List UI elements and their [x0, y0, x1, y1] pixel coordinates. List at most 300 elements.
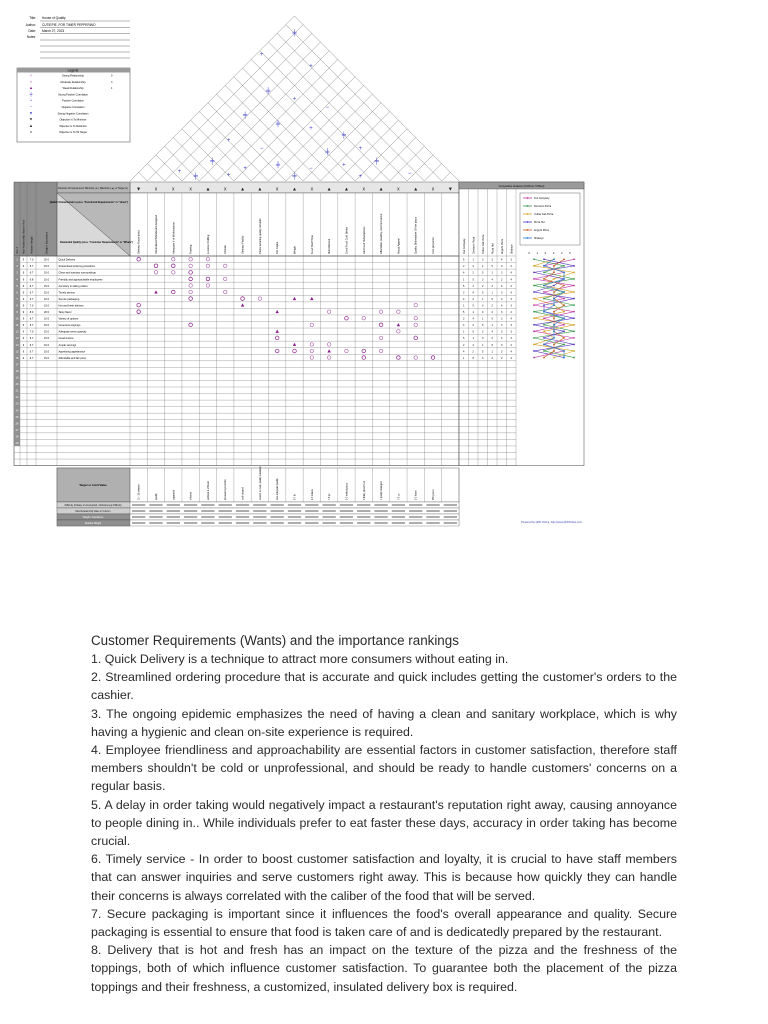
strong-relationship	[431, 356, 435, 360]
competitor-rating: 2	[472, 297, 474, 301]
competitor-point	[563, 304, 565, 306]
competitor-column: Domino's Pizza	[472, 236, 476, 254]
moderate-relationship	[206, 284, 210, 288]
footer-value-mark	[444, 510, 457, 512]
competitor-point	[533, 304, 535, 306]
competitor-rating: 5	[491, 343, 493, 347]
competitor-rating: 2	[491, 337, 493, 341]
max-relationship: 9	[22, 337, 25, 341]
target-value: 7-8 pz.	[329, 492, 332, 500]
competitor-rating: 1	[472, 284, 474, 288]
correlation-symbol: +	[292, 96, 297, 103]
competitor-point	[553, 344, 555, 346]
moderate-relationship	[327, 356, 331, 360]
competitor-rating: 2	[463, 265, 465, 269]
legend-symbol: ▼	[29, 110, 33, 116]
footer-value-mark	[340, 504, 353, 506]
strong-relationship	[275, 349, 279, 353]
weight: 10.0	[43, 271, 50, 275]
competitor-rating: 1	[482, 343, 484, 347]
demanded-quality: Tasty flavor	[58, 311, 72, 314]
roof-gridline	[139, 172, 148, 181]
competitor-rating: 4	[463, 350, 465, 354]
row-number: 28	[15, 434, 19, 439]
direction-mark: x	[172, 186, 175, 193]
footer-value-mark	[357, 510, 370, 512]
moderate-relationship	[327, 343, 331, 347]
competitor-rating: 1	[482, 297, 484, 301]
footer-row-label: Difficulty (0=Easy to Accomplish, 10=Extremely Difficult)	[64, 505, 122, 508]
competitor-rating: 2	[482, 330, 484, 334]
roof-gridline	[165, 33, 312, 181]
correlation-symbol: −	[407, 170, 412, 177]
competitor-point	[533, 350, 535, 352]
footer-value-mark	[149, 510, 162, 512]
row-number: 21	[15, 388, 19, 393]
competitor-point	[553, 285, 555, 287]
direction-label: Direction of Improvement: Minimize (▼), Maximize (▲), or Target (x)	[58, 187, 128, 190]
weight: 15.0	[43, 304, 50, 308]
competitor-rating: 1	[472, 337, 474, 341]
strong-relationship	[189, 271, 193, 275]
competitor-rating: 5	[472, 356, 474, 360]
target-value: organized	[173, 489, 176, 500]
footer-value-mark	[357, 516, 370, 518]
requirements-heading: Customer Requirements (Wants) and the importance rankings	[91, 633, 459, 648]
footer-value-mark	[374, 522, 387, 524]
rating-scale: 0 1 2 3 4 5	[528, 252, 574, 255]
competitor-legend	[520, 193, 580, 245]
competitor-rating: 3	[501, 343, 503, 347]
competitor-rating: 2	[501, 278, 503, 282]
footer-row-label: Max Relationship Value in Column	[75, 511, 111, 514]
weight: 10.0	[43, 278, 50, 282]
left-header: Row #	[16, 246, 19, 254]
correlation-symbol: +	[358, 174, 363, 181]
target-value: 10 - 20 minutes	[138, 484, 141, 500]
roof-gridline	[269, 85, 364, 181]
competitor-rating: 3	[501, 291, 503, 295]
strong-relationship	[189, 297, 193, 301]
relative-weight: 6.7	[29, 297, 34, 301]
moderate-relationship	[310, 323, 314, 327]
moderate-relationship	[223, 290, 227, 294]
competitor-rating: 4	[472, 291, 474, 295]
roof-gridline	[234, 68, 347, 181]
footer-value-mark	[184, 516, 197, 518]
moderate-relationship	[414, 323, 418, 327]
legend-label: Moderate Relationship	[60, 80, 86, 84]
requirement-2: 2. Streamlined ordering procedure that is accurate and quick includes getting the customer's orders to the cashier.	[91, 670, 677, 703]
requirement-7: 7. Secure packaging is important since it influences the food's overall appearance and quality. Secure packaging is essential to ensure that food is taken care of and is dedicatedly prepared by the restaurant.	[91, 906, 677, 940]
competitor-rating: 5	[463, 284, 465, 288]
footer-value-mark	[236, 516, 249, 518]
competitor-point	[543, 344, 545, 346]
competitor-rating: 1	[482, 265, 484, 269]
quality-characteristic: Per Capita	[276, 241, 280, 254]
quality-characteristic: Food Shelf Time	[310, 235, 314, 254]
competitor-rating: 3	[501, 265, 503, 269]
legend-symbol: ○	[29, 72, 33, 78]
legend-title: Legend	[67, 68, 79, 73]
competitor-rating: 3	[510, 324, 512, 328]
competitor-rating: 1	[491, 291, 493, 295]
max-relationship: 9	[22, 350, 25, 354]
competitor-point	[553, 311, 555, 313]
competitor-rating: 1	[463, 330, 465, 334]
row-number: 10	[15, 316, 19, 321]
competitor-rating: 1	[463, 278, 465, 282]
competitor-legend-item: Yellow Cab Pizza	[534, 213, 554, 216]
direction-mark: x	[154, 186, 158, 193]
strong-relationship	[345, 316, 349, 320]
footer-value-mark	[426, 510, 439, 512]
footer-value-mark	[253, 516, 266, 518]
competitor-point	[573, 271, 575, 273]
weak-relationship	[397, 323, 400, 326]
relative-weight: 6.7	[29, 265, 34, 269]
competitor-point	[563, 271, 565, 273]
target-value: well-cleaned	[242, 487, 245, 500]
footer-value-mark	[167, 516, 180, 518]
footer-value-mark	[444, 504, 457, 506]
row-number: 16	[15, 355, 19, 360]
competitor-point	[563, 350, 565, 352]
correlation-symbol: +	[226, 137, 231, 144]
footer-value-mark	[184, 504, 197, 506]
demanded-quality: Adequate serve quantity	[58, 330, 87, 334]
footer-value-mark	[392, 522, 405, 524]
notes-label: Notes:	[26, 35, 36, 39]
weight: 15.0	[43, 291, 50, 295]
competitor-point	[533, 291, 535, 293]
footer-value-mark	[322, 516, 335, 518]
header-block	[26, 16, 130, 58]
moderate-relationship	[189, 257, 193, 261]
footer-value-mark	[253, 522, 266, 524]
footer-value-mark	[305, 516, 318, 518]
correlation-symbol: ╪	[292, 30, 297, 37]
demanded-quality: Generous toppings	[58, 324, 81, 328]
correlation-symbol: ╪	[275, 121, 281, 128]
competitor-point	[573, 324, 575, 326]
strong-relationship	[206, 277, 210, 281]
legend	[17, 68, 130, 142]
requirements-text	[91, 631, 677, 996]
weak-relationship	[241, 303, 244, 306]
footer-value-mark	[253, 510, 266, 512]
max-relationship: 9	[22, 271, 25, 275]
footer-value-mark	[392, 504, 405, 506]
competitor-point	[573, 330, 575, 332]
weight: 10.0	[43, 324, 50, 328]
footer-value-mark	[149, 516, 162, 518]
weight: 10.0	[43, 337, 50, 341]
quality-characteristic: Packs awaiting quality remarks	[258, 218, 262, 254]
relative-weight: 6.7	[29, 284, 34, 288]
relative-weight: 6.7	[29, 324, 34, 328]
competitor-rating: 3	[501, 317, 503, 321]
legend-label: Objective Is To Maximize	[59, 124, 87, 128]
competitor-legend-item: Angel's Pizza	[534, 229, 549, 232]
footer-value-mark	[236, 504, 249, 506]
competitor-point	[553, 350, 555, 352]
competitor-point	[573, 350, 575, 352]
competitor-rating: 1	[482, 317, 484, 321]
competitor-point	[533, 285, 535, 287]
competitor-rating: 2	[463, 291, 465, 295]
demanded-quality: Ample servings	[58, 343, 77, 347]
footer-value-mark	[322, 522, 335, 524]
strong-relationship	[171, 290, 175, 294]
correlation-symbol: ╪	[210, 159, 215, 166]
competitor-rating: 5	[491, 297, 493, 301]
correlation-symbol: +	[259, 51, 264, 58]
legend-value: 3	[111, 80, 113, 84]
footer-value-mark	[288, 522, 301, 524]
footer-value-mark	[392, 516, 405, 518]
competitor-legend-item: Our Company	[534, 197, 550, 200]
competitor-rating: 4	[501, 304, 503, 308]
competitor-rating: 2	[510, 343, 512, 347]
footer-value-mark	[392, 510, 405, 512]
quality-characteristic: Sanitary Facility	[241, 235, 245, 254]
legend-symbol: ▼	[29, 116, 33, 122]
competitor-rating: 4	[472, 265, 474, 269]
competitor-point	[533, 271, 535, 273]
footer-value-mark	[201, 522, 214, 524]
roof-gridline	[199, 51, 329, 181]
footer-value-mark	[340, 510, 353, 512]
competitor-point	[543, 304, 545, 306]
max-relationship: 9	[22, 304, 25, 308]
moderate-relationship	[189, 290, 193, 294]
competitor-legend-item: Shakeys	[534, 237, 544, 240]
row-number: 20	[15, 382, 19, 387]
roof-gridline	[407, 155, 433, 181]
competitor-rating: 5	[463, 258, 465, 262]
legend-symbol: x	[30, 129, 32, 135]
footer-value-mark	[271, 510, 284, 512]
demanded-quality: Appetizing appearance	[58, 350, 86, 354]
competitor-rating: 2	[491, 311, 493, 314]
roof-gridline	[338, 120, 399, 181]
target-value: ambient & efficient	[207, 481, 210, 500]
competitive-analysis	[459, 182, 584, 466]
row-number: 15	[15, 349, 19, 354]
strong-relationship	[189, 277, 193, 281]
competitor-rating: 3	[510, 258, 512, 262]
target-value: 1 quality strategist	[381, 481, 384, 500]
footer-value-mark	[374, 510, 387, 512]
legend-symbol: +	[29, 97, 33, 103]
roof-gridline	[292, 16, 460, 181]
direction-mark: ▼	[136, 186, 142, 193]
moderate-relationship	[206, 264, 210, 268]
correlation-symbol: ╪	[325, 149, 330, 156]
competitor-point	[563, 337, 565, 339]
correlation-symbol: ╪	[266, 88, 271, 95]
correlation-symbol: +	[243, 165, 247, 172]
strong-relationship	[379, 323, 383, 327]
quality-characteristic: Cost per pizza	[432, 237, 436, 254]
weak-relationship	[293, 297, 296, 300]
direction-mark: ▲	[326, 186, 332, 193]
competitor-rating: 4	[510, 278, 512, 282]
legend-label: Strong Negative Correlation	[57, 112, 89, 116]
footer-value-mark	[426, 516, 439, 518]
weak-relationship	[293, 343, 296, 346]
max-relationship: 9	[22, 311, 25, 314]
competitor-rating: 3	[501, 271, 503, 275]
competitor-point	[543, 278, 545, 280]
competitor-rating: 4	[510, 317, 512, 321]
competitor-column: Our Company	[462, 238, 466, 254]
competitor-rating: 3	[510, 297, 512, 301]
footer-value-mark	[271, 522, 284, 524]
moderate-relationship	[310, 349, 314, 353]
target-value: 7-5 oz	[398, 493, 401, 500]
demanded-quality: Timely service	[58, 291, 75, 295]
correlation-symbol: ╪	[292, 174, 297, 181]
requirement-8: 8. Delivery that is hot and fresh has an impact on the texture of the pizza and the freshness of the toppings, both of which influence customer satisfaction. To guarantee both the placement of the pizza toppings and their freshness, a customized, insulated delivery box is required.	[91, 943, 677, 994]
legend-symbol: −	[29, 104, 33, 109]
footer-value-mark	[184, 522, 197, 524]
competitor-point	[573, 298, 575, 300]
row-number: 19	[15, 375, 19, 380]
weight: 10.0	[43, 343, 50, 347]
competitor-rating: 5	[482, 291, 484, 295]
strong-relationship	[171, 264, 175, 268]
competitor-point	[553, 330, 555, 332]
competitor-rating: 3	[510, 330, 512, 334]
footer-value-mark	[288, 504, 301, 506]
moderate-relationship	[310, 356, 314, 360]
target-value: quality	[155, 493, 158, 500]
weak-relationship	[275, 310, 278, 313]
weight: 10.0	[43, 297, 50, 301]
max-relationship: 9	[22, 356, 25, 360]
competitor-point	[543, 337, 545, 339]
row-number: 11	[15, 323, 19, 328]
competitor-point	[543, 357, 545, 359]
competitor-point	[563, 285, 565, 287]
competitor-rating: 4	[491, 356, 493, 360]
competitor-rating: 4	[491, 330, 493, 334]
demanded-quality: Accuracy in taking orders	[58, 284, 88, 288]
footer-value-mark	[219, 516, 232, 518]
competitor-rating: 2	[510, 311, 512, 314]
moderate-relationship	[171, 271, 175, 275]
competitor-rating: 4	[463, 324, 465, 328]
competitor-rating: 5	[482, 350, 484, 354]
competitor-point	[533, 337, 535, 339]
competitor-point	[543, 317, 545, 319]
legend-label: Objective Is To Hit Target	[59, 131, 87, 135]
correlation-roof	[130, 16, 459, 181]
competitor-point	[533, 344, 535, 346]
direction-mark: ▲	[343, 186, 349, 193]
max-relationship: 9	[22, 317, 25, 321]
footer-value-mark	[201, 510, 214, 512]
footer-value-mark	[149, 522, 162, 524]
quality-characteristic: Adequate # of Workstations	[172, 222, 176, 254]
target-value: 5-7 lb.	[294, 493, 297, 500]
direction-mark: x	[275, 186, 279, 193]
competitor-rating: 4	[510, 356, 512, 360]
competitor-point	[533, 311, 535, 313]
competitor-rating: 3	[482, 304, 484, 308]
competitor-rating: 4	[472, 343, 474, 347]
competitor-rating: 4	[463, 297, 465, 301]
demanded-quality: Clean and sanitary surroundings	[58, 271, 96, 275]
competitor-rating: 2	[472, 271, 474, 275]
demanded-quality: Variety of options	[58, 317, 79, 321]
competitor-point	[553, 271, 555, 273]
demanded-quality: Hot and fresh delivery	[58, 304, 84, 308]
footer-value-mark	[167, 504, 180, 506]
moderate-relationship	[154, 271, 158, 275]
competitor-point	[553, 357, 555, 359]
moderate-relationship	[379, 336, 383, 340]
competitor-rating: 2	[463, 343, 465, 347]
competitor-rating: 4	[510, 291, 512, 295]
strong-relationship	[293, 349, 297, 353]
title-label: Title:	[29, 16, 36, 20]
requirement-5: 5. A delay in order taking would negatively impact a restaurant's reputation right away, causing annoyance to people dining in.. While individuals prefer to eat faster these days, accuracy in order taking has become crucial.	[91, 797, 677, 849]
left-header: Weight / Importance	[45, 231, 49, 254]
row-number: 3	[16, 270, 18, 275]
max-relationship: 9	[22, 343, 25, 347]
competitor-rating: 3	[482, 258, 484, 262]
weight: 15.0	[43, 284, 50, 288]
competitor-point	[573, 258, 575, 260]
competitor-point	[553, 265, 555, 267]
quality-characteristic: Training	[189, 244, 193, 254]
weak-relationship	[154, 290, 157, 293]
target-value: 2-3 hours	[415, 490, 418, 500]
relationship-matrix	[14, 182, 459, 526]
direction-mark: x	[189, 186, 192, 193]
moderate-relationship	[414, 356, 418, 360]
competitor-rating: 3	[501, 324, 503, 328]
competitor-point	[533, 278, 535, 280]
competitor-rating: 3	[482, 278, 484, 282]
competitor-rating: 3	[501, 350, 503, 354]
competitor-rating: 4	[501, 337, 503, 341]
roof-gridline	[260, 51, 390, 181]
competitor-point	[543, 330, 545, 332]
footer-value-mark	[219, 510, 232, 512]
competitor-point	[573, 357, 575, 359]
correlation-symbol: ╪	[243, 113, 248, 119]
direction-mark: ▲	[292, 186, 297, 193]
competitor-point	[563, 278, 565, 280]
correlation-symbol: −	[259, 146, 264, 152]
max-relationship: 9	[22, 324, 25, 328]
competitor-point	[573, 337, 575, 339]
row-number: 2	[16, 264, 18, 269]
competitor-point	[553, 298, 555, 300]
competitor-point	[533, 330, 535, 332]
competitor-rating: 2	[501, 356, 503, 360]
competitor-point	[563, 357, 565, 359]
author-label: Author:	[25, 23, 36, 27]
competitor-point	[543, 258, 545, 260]
row-number: 5	[16, 283, 18, 288]
competitor-rating: 2	[463, 317, 465, 321]
footer-value-mark	[357, 522, 370, 524]
